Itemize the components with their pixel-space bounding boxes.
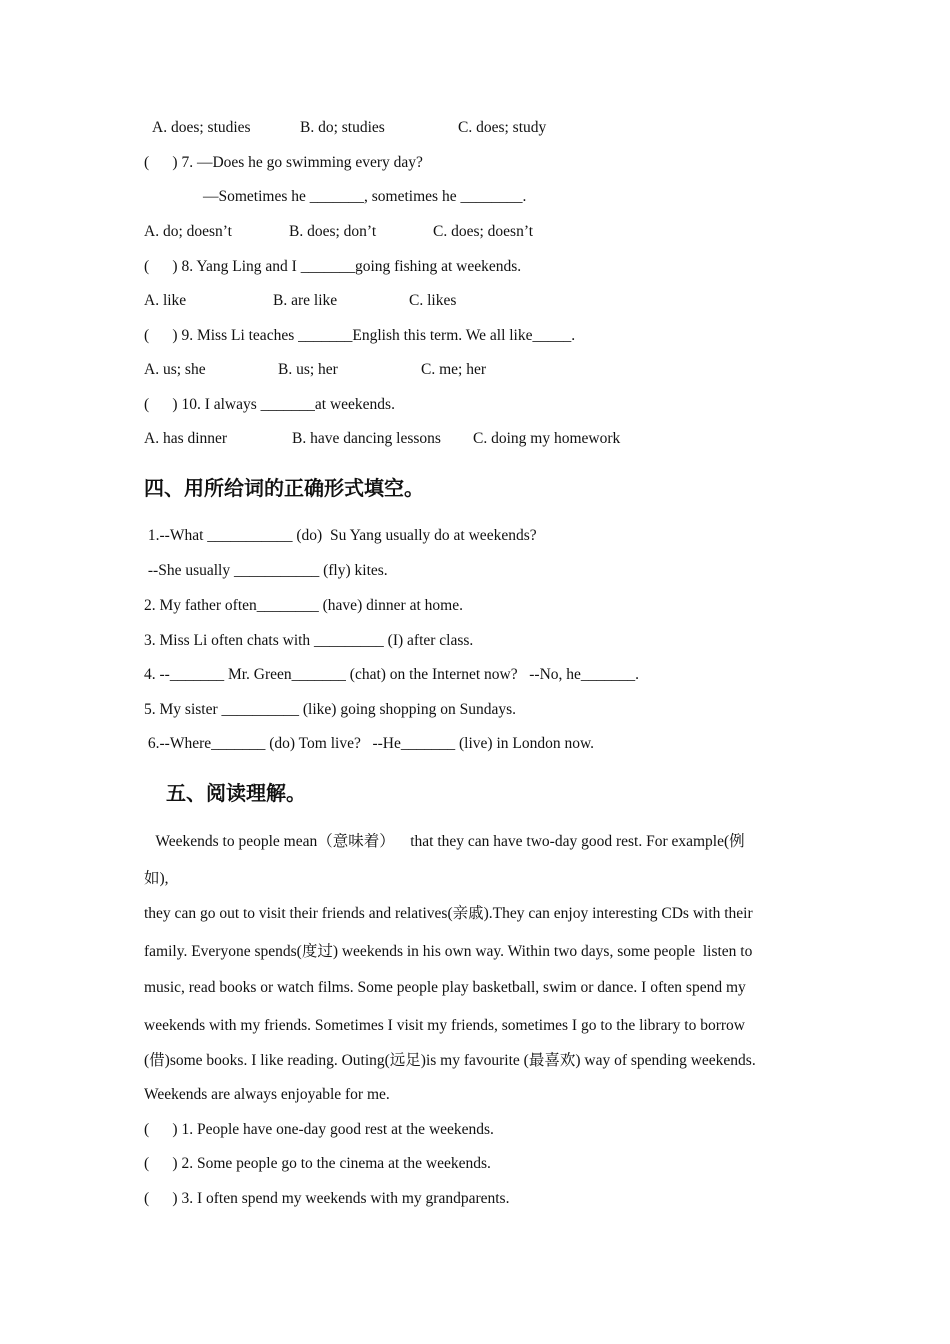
q7-option-c: C. does; doesn’t	[433, 223, 534, 240]
section4-line-5: 4. --_______ Mr. Green_______ (chat) on the Internet now? --No, he_______.	[144, 666, 640, 683]
passage-line-7: (借)some books. I like reading. Outing(远足)is my favourite (最喜欢) way of spending weekends.	[144, 1052, 756, 1069]
section4-line-1: 1.--What ___________ (do) Su Yang usually do at weekends?	[144, 527, 537, 544]
reading-question-3: ( ) 3. I often spend my weekends with my grandparents.	[144, 1190, 510, 1207]
q9-option-b: B. us; her	[278, 361, 338, 378]
passage-line-6: weekends with my friends. Sometimes I visit my friends, sometimes I go to the library to borrow	[144, 1017, 745, 1034]
q6-option-a: A. does; studies	[152, 119, 251, 136]
passage-line-4: family. Everyone spends(度过) weekends in his own way. Within two days, some people listen to	[144, 943, 753, 960]
q9-stem: ( ) 9. Miss Li teaches _______English this term. We all like_____.	[144, 327, 576, 344]
section5-title: 五、阅读理解。	[166, 781, 306, 805]
section4-line-2: --She usually ___________ (fly) kites.	[144, 562, 388, 579]
q9-option-a: A. us; she	[144, 361, 206, 378]
q10-option-c: C. doing my homework	[473, 430, 621, 447]
q7-stem-reply: —Sometimes he _______, sometimes he ________.	[203, 188, 527, 205]
q7-option-a: A. do; doesn’t	[144, 223, 232, 240]
section4-line-7: 6.--Where_______ (do) Tom live? --He_______ (live) in London now.	[144, 735, 595, 752]
q6-option-c: C. does; study	[458, 119, 547, 136]
reading-question-2: ( ) 2. Some people go to the cinema at the weekends.	[144, 1155, 491, 1172]
q8-option-c: C. likes	[409, 292, 457, 309]
passage-line-3: they can go out to visit their friends and relatives(亲戚).They can enjoy interesting CDs with their	[144, 905, 753, 922]
q9-option-c: C. me; her	[421, 361, 486, 378]
q8-stem: ( ) 8. Yang Ling and I _______going fishing at weekends.	[144, 258, 522, 275]
section4-line-3: 2. My father often________ (have) dinner at home.	[144, 597, 463, 614]
q7-stem: ( ) 7. —Does he go swimming every day?	[144, 154, 423, 171]
q6-option-b: B. do; studies	[300, 119, 385, 136]
passage-line-1: Weekends to people mean（意味着） that they can have two-day good rest. For example(例	[144, 833, 745, 850]
section4-title: 四、用所给词的正确形式填空。	[144, 476, 424, 500]
q7-option-b: B. does; don’t	[289, 223, 377, 240]
passage-line-2: 如),	[144, 870, 169, 887]
reading-question-1: ( ) 1. People have one-day good rest at the weekends.	[144, 1121, 494, 1138]
q10-stem: ( ) 10. I always _______at weekends.	[144, 396, 395, 413]
passage-line-5: music, read books or watch films. Some people play basketball, swim or dance. I often spend my	[144, 979, 746, 996]
section4-line-6: 5. My sister __________ (like) going shopping on Sundays.	[144, 701, 516, 718]
section4-line-4: 3. Miss Li often chats with _________ (I) after class.	[144, 632, 474, 649]
q8-option-a: A. like	[144, 292, 187, 309]
q10-option-a: A. has dinner	[144, 430, 228, 447]
q8-option-b: B. are like	[273, 292, 338, 309]
q10-option-b: B. have dancing lessons	[292, 430, 441, 447]
passage-line-8: Weekends are always enjoyable for me.	[144, 1086, 390, 1103]
